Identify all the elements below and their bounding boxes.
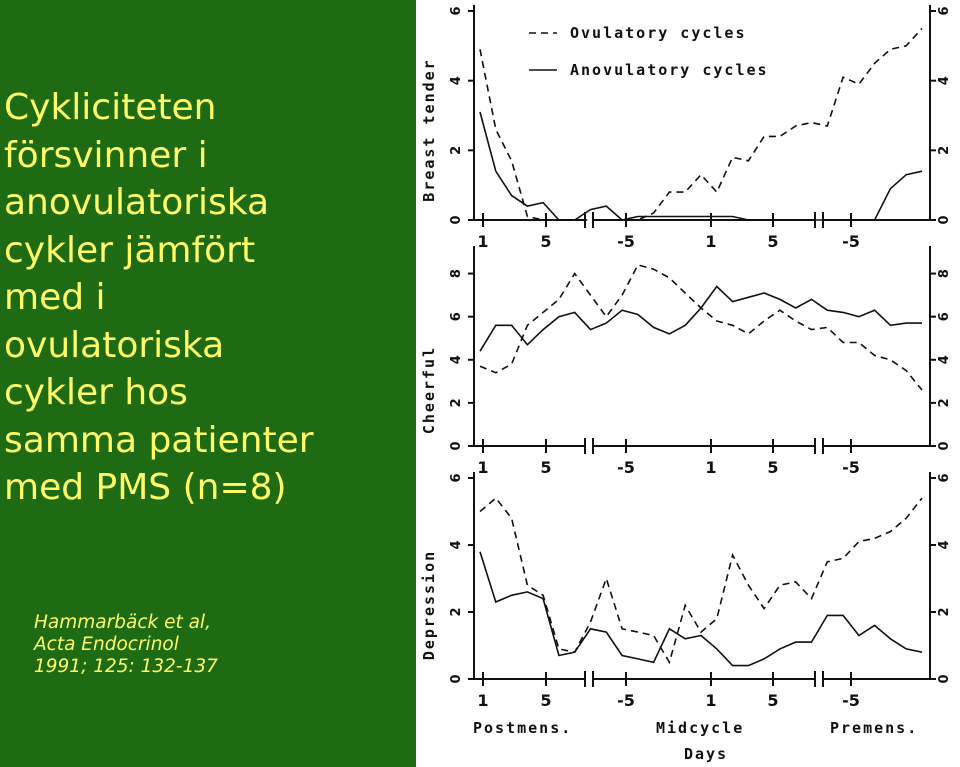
y-tick-label: 2 <box>449 398 464 408</box>
series-line-ovulatory <box>480 498 922 662</box>
y-tick-label: 6 <box>449 312 464 322</box>
series-line-ovulatory <box>480 28 922 220</box>
x-tick-label: -5 <box>617 458 635 477</box>
x-tick-label: 5 <box>767 232 779 251</box>
y-axis-title: Depression <box>420 549 438 661</box>
slide-text-panel <box>0 0 416 767</box>
series-line-anovulatory <box>480 552 922 666</box>
y-axis-title: Cheerful <box>420 345 438 435</box>
slide-title-line: Cykliciteten <box>4 87 217 128</box>
slide-title-line: ovulatoriska <box>4 324 225 366</box>
y-tick-label: 2 <box>937 607 952 617</box>
citation <box>34 612 404 678</box>
y-tick-label: 0 <box>937 674 952 684</box>
slide-title-line: med PMS (n=8) <box>4 467 287 508</box>
citation-line: Hammarbäck et al, <box>34 612 211 633</box>
x-tick-label: 1 <box>705 691 717 710</box>
x-tick-label: -5 <box>842 691 860 710</box>
x-axis-title: Days <box>683 745 729 763</box>
citation-line: Acta Endocrinol <box>34 634 179 655</box>
x-tick-label: 1 <box>477 232 489 251</box>
y-tick-label: 6 <box>937 312 952 322</box>
x-tick-label: 1 <box>705 232 717 251</box>
figure-panel <box>416 0 960 767</box>
y-axis-title: Breast tender <box>420 58 438 202</box>
x-tick-label: 1 <box>705 458 717 477</box>
x-tick-label: 5 <box>767 458 779 477</box>
slide-title-line: cykler jämfört <box>4 229 256 271</box>
slide-title-line: med i <box>4 277 106 318</box>
axis-break-gap <box>585 676 593 682</box>
x-tick-label: -5 <box>617 232 635 251</box>
y-tick-label: 0 <box>449 674 464 684</box>
y-tick-label: 0 <box>449 441 464 451</box>
series-line-anovulatory <box>480 112 922 220</box>
y-tick-label: 2 <box>449 145 464 155</box>
y-tick-label: 6 <box>449 473 464 483</box>
x-tick-label: 5 <box>767 691 779 710</box>
legend-entry: Ovulatory cycles <box>570 24 747 42</box>
axis-break-gap <box>815 676 823 682</box>
x-tick-label: 1 <box>477 691 489 710</box>
line-chart-figure <box>416 0 960 767</box>
y-tick-label: 6 <box>449 6 464 16</box>
y-tick-label: 4 <box>449 76 464 86</box>
slide-title-line: anovulatoriska <box>4 182 270 223</box>
y-tick-label: 4 <box>937 76 952 86</box>
y-tick-label: 0 <box>937 215 952 225</box>
slide-title-line: cykler hos <box>4 372 188 413</box>
x-tick-label: -5 <box>842 458 860 477</box>
slide-title <box>4 84 404 512</box>
legend-entry: Anovulatory cycles <box>570 61 769 79</box>
y-tick-label: 8 <box>449 269 464 279</box>
y-tick-label: 0 <box>937 441 952 451</box>
x-tick-label: 5 <box>540 458 552 477</box>
y-tick-label: 4 <box>449 355 464 365</box>
x-group-label: Postmens. <box>473 719 573 737</box>
axis-break-gap <box>585 443 593 449</box>
x-tick-label: 5 <box>540 232 552 251</box>
axis-break-gap <box>815 443 823 449</box>
citation-line: 1991; 125: 132-137 <box>34 656 218 677</box>
y-tick-label: 0 <box>449 215 464 225</box>
y-tick-label: 8 <box>937 269 952 279</box>
y-tick-label: 6 <box>937 473 952 483</box>
slide-title-line: samma patienter <box>4 419 314 461</box>
x-tick-label: 5 <box>540 691 552 710</box>
x-tick-label: 1 <box>477 458 489 477</box>
x-group-label: Midcycle <box>656 719 745 737</box>
y-tick-label: 2 <box>937 145 952 155</box>
y-tick-label: 4 <box>937 540 952 550</box>
x-tick-label: -5 <box>617 691 635 710</box>
y-tick-label: 4 <box>449 540 464 550</box>
y-tick-label: 6 <box>937 6 952 16</box>
x-group-label: Premens. <box>830 719 919 737</box>
y-tick-label: 4 <box>937 355 952 365</box>
y-tick-label: 2 <box>937 398 952 408</box>
x-tick-label: -5 <box>842 232 860 251</box>
series-line-anovulatory <box>480 287 922 352</box>
slide-title-line: försvinner i <box>4 134 208 176</box>
y-tick-label: 2 <box>449 607 464 617</box>
